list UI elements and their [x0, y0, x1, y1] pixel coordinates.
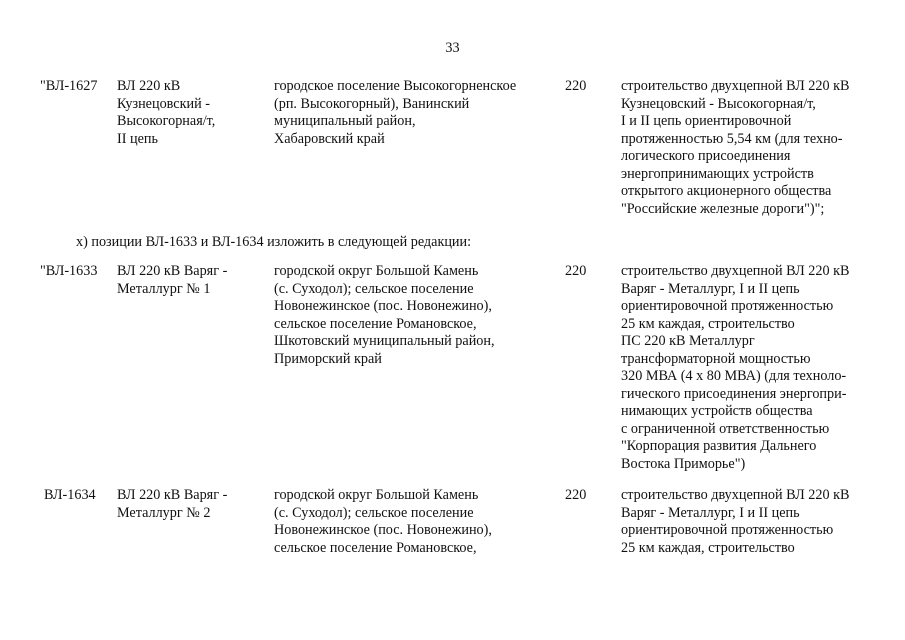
page-number: 33: [445, 40, 460, 56]
row-line-name: ВЛ 220 кВ Кузнецовский - Высокогорная/т, II цепь: [117, 78, 216, 147]
row-description: строительство двухцепной ВЛ 220 кВ Кузнецовский - Высокогорная/т, I и II цепь ориентировочной протяженностью 5,54 км (для техно- логического присоединения энергопринимающих устройств открытого акционерного общества "Российские железные дороги")";: [621, 78, 850, 217]
row-location: городское поселение Высокогорненское (рп. Высокогорный), Ванинский муниципальный район, Хабаровский край: [274, 78, 517, 147]
row-voltage: 220: [565, 263, 587, 279]
row-voltage: 220: [565, 78, 587, 94]
row-description: строительство двухцепной ВЛ 220 кВ Варяг - Металлург, I и II цепь ориентировочной протяженностью 25 км каждая, строительство: [621, 487, 850, 556]
row-location: городской округ Большой Камень (с. Суходол); сельское поселение Новонежинское (пос. Новонежино), сельское поселение Романовское, Шкотовский муниципальный район, Приморский край: [274, 263, 495, 367]
row-line-name: ВЛ 220 кВ Варяг - Металлург № 1: [117, 263, 228, 297]
row-code: "ВЛ-1633: [40, 263, 98, 279]
amendment-instruction: х) позиции ВЛ-1633 и ВЛ-1634 изложить в следующей редакции:: [76, 234, 472, 250]
row-code: "ВЛ-1627: [40, 78, 98, 94]
row-description: строительство двухцепной ВЛ 220 кВ Варяг - Металлург, I и II цепь ориентировочной протяженностью 25 км каждая, строительство ПС 220 кВ Металлург трансформаторной мощностью 320 МВА (4 х 80 МВА) (для техноло- гического присоединения энергопри- нимающих устройств общества с ограниченной ответственностью "Корпорация развития Дальнего Востока Приморье"): [621, 263, 850, 472]
row-voltage: 220: [565, 487, 587, 503]
row-location: городской округ Большой Камень (с. Суходол); сельское поселение Новонежинское (пос. Новонежино), сельское поселение Романовское,: [274, 487, 492, 556]
row-line-name: ВЛ 220 кВ Варяг - Металлург № 2: [117, 487, 228, 521]
row-code: ВЛ-1634: [44, 487, 96, 503]
